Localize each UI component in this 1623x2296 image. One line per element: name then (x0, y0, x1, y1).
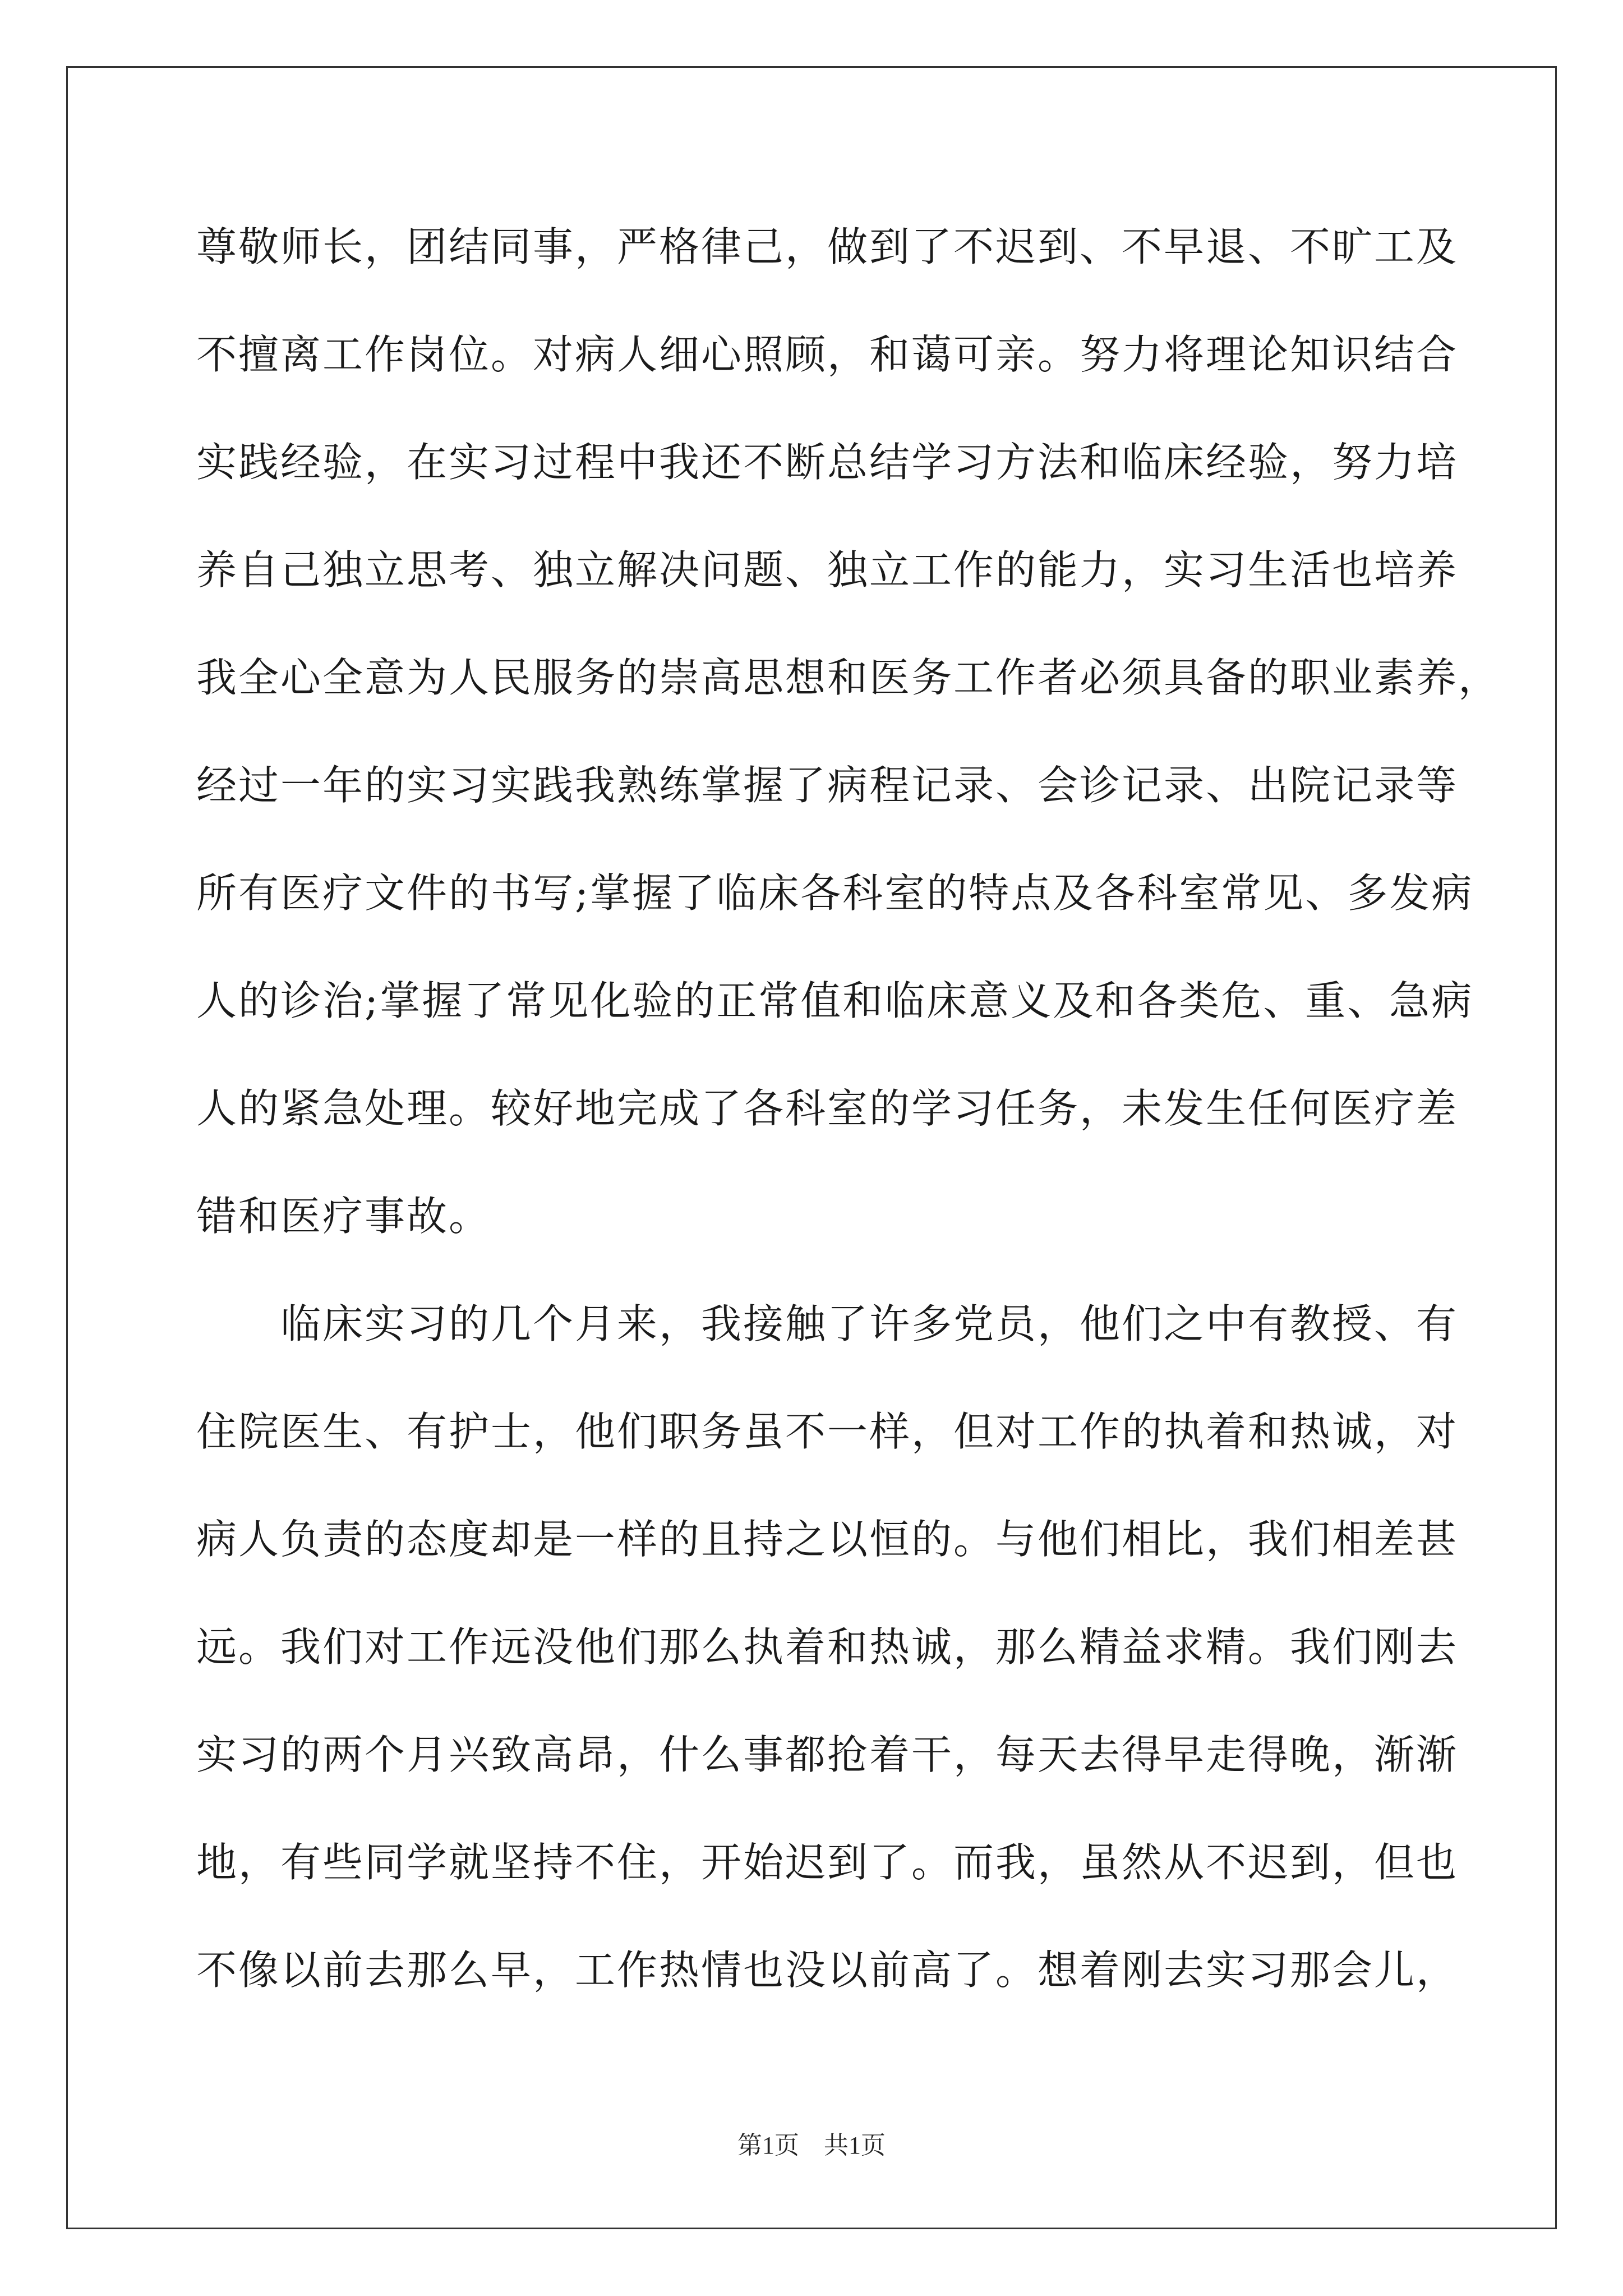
text-line: 不像以前去那么早，工作热情也没以前高了。想着刚去实习那会儿， (196, 1947, 1459, 1994)
text-line-indented: 临床实习的几个月来，我接触了许多党员，他们之中有教授、有 (280, 1300, 1459, 1347)
text-line: 我全心全意为人民服务的崇高思想和医务工作者必须具备的职业素养， (196, 654, 1501, 701)
text-line: 人的诊治;掌握了常见化验的正常值和临床意义及和各类危、重、急病 (196, 977, 1474, 1024)
text-line: 地，有些同学就坚持不住，开始迟到了。而我，虽然从不迟到，但也 (196, 1839, 1459, 1886)
text-line: 不擅离工作岗位。对病人细心照顾，和蔼可亲。努力将理论知识结合 (196, 331, 1459, 378)
text-line: 所有医疗文件的书写;掌握了临床各科室的特点及各科室常见、多发病 (196, 869, 1474, 917)
text-line: 养自己独立思考、独立解决问题、独立工作的能力，实习生活也培养 (196, 546, 1459, 593)
text-line: 错和医疗事故。 (196, 1193, 491, 1240)
text-line: 经过一年的实习实践我熟练掌握了病程记录、会诊记录、出院记录等 (196, 762, 1459, 809)
text-line: 住院医生、有护士，他们职务虽不一样，但对工作的执着和热诚，对 (196, 1408, 1459, 1455)
text-line: 尊敬师长，团结同事，严格律己，做到了不迟到、不早退、不旷工及 (196, 223, 1459, 270)
text-line: 实践经验，在实习过程中我还不断总结学习方法和临床经验，努力培 (196, 439, 1459, 486)
text-line: 实习的两个月兴致高昂，什么事都抢着干，每天去得早走得晚，渐渐 (196, 1731, 1459, 1778)
page-footer: 第1页 共1页 (737, 2132, 886, 2159)
text-line: 病人负责的态度却是一样的且持之以恒的。与他们相比，我们相差甚 (196, 1516, 1459, 1563)
text-line: 人的紧急处理。较好地完成了各科室的学习任务，未发生任何医疗差 (196, 1085, 1459, 1132)
text-line: 远。我们对工作远没他们那么执着和热诚，那么精益求精。我们刚去 (196, 1623, 1459, 1671)
document-body (196, 213, 1501, 2044)
